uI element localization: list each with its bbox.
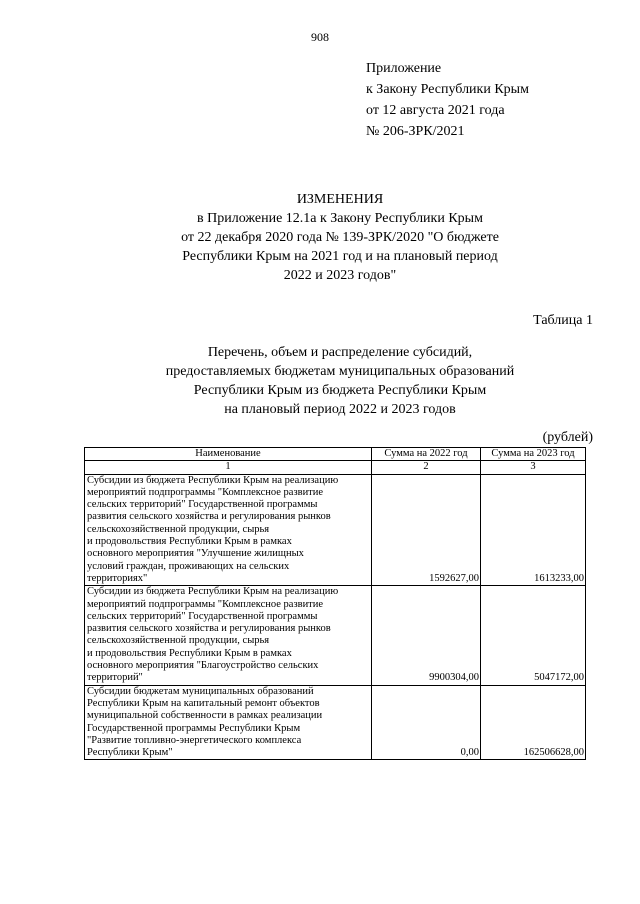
row-name-line: развития сельского хозяйства и регулирования рынков [87, 511, 331, 523]
header-sum-2023: Сумма на 2023 год [481, 448, 586, 461]
list-title-line: на плановый период 2022 и 2023 годов [224, 402, 456, 417]
row-name [85, 474, 372, 586]
appendix-header [366, 58, 529, 142]
table-row [85, 586, 586, 685]
row-name-line: Субсидии из бюджета Республики Крым на реализацию [87, 586, 339, 598]
row-name-line: Республики Крым" [87, 747, 173, 759]
row-name-line: Государственной программы Республики Крым [87, 722, 301, 734]
row-name-line: сельских территорий" Государственной программы [87, 499, 318, 511]
table-label: Таблица 1 [533, 313, 593, 328]
list-title-line: Республики Крым из бюджета Республики Крым [193, 383, 487, 398]
row-sum-2023: 5047172,00 [481, 586, 586, 685]
list-title-line: Перечень, объем и распределение субсидий, [207, 345, 473, 360]
row-name-line: развития сельского хозяйства и регулирования рынков [87, 623, 331, 635]
header-sum-2022: Сумма на 2022 год [372, 448, 481, 461]
changes-title-line: ИЗМЕНЕНИЯ [296, 192, 384, 207]
row-name-line: Субсидии из бюджета Республики Крым на реализацию [87, 474, 339, 486]
row-name-line: Субсидии бюджетам муниципальных образований [87, 685, 314, 697]
row-name-line: и продовольствия Республики Крым в рамках [87, 647, 292, 659]
row-name-line: условий граждан, проживающих на сельских [87, 560, 290, 572]
row-name-line: и продовольствия Республики Крым в рамках [87, 536, 292, 548]
row-sum-2022: 1592627,00 [372, 474, 481, 586]
changes-title-line: в Приложение 12.1а к Закону Республики Крым [197, 211, 483, 226]
page-number: 908 [311, 30, 329, 44]
column-number: 3 [481, 461, 586, 474]
row-name-line: сельских территорий" Государственной программы [87, 610, 318, 622]
changes-title-line: от 22 декабря 2020 года № 139-ЗРК/2020 "О бюджете [181, 230, 499, 245]
subsidies-table [84, 447, 586, 760]
row-name-line: мероприятий подпрограммы "Комплексное развитие [87, 486, 324, 498]
table-row [85, 685, 586, 760]
list-title [150, 343, 530, 419]
row-name [85, 685, 372, 760]
appendix-line: Приложение [366, 61, 442, 76]
row-name-line: основного мероприятия "Улучшение жилищных [87, 548, 304, 560]
row-sum-2023: 1613233,00 [481, 474, 586, 586]
list-title-line: предоставляемых бюджетам муниципальных образований [165, 364, 515, 379]
table-column-numbers-row [85, 461, 586, 474]
row-name-line: территориях" [87, 572, 148, 584]
row-sum-2023: 162506628,00 [481, 685, 586, 760]
column-number: 2 [372, 461, 481, 474]
appendix-line: от 12 августа 2021 года [366, 103, 505, 118]
row-sum-2022: 0,00 [372, 685, 481, 760]
changes-title-line: 2022 и 2023 годов" [283, 268, 397, 283]
row-name-line: муниципальной собственности в рамках реализации [87, 710, 323, 722]
row-name [85, 586, 372, 685]
row-name-line: сельскохозяйственной продукции, сырья [87, 635, 270, 647]
header-name: Наименование [85, 448, 372, 461]
appendix-line: к Закону Республики Крым [366, 82, 529, 97]
row-name-line: мероприятий подпрограммы "Комплексное развитие [87, 598, 324, 610]
row-name-line: территорий" [87, 672, 143, 684]
table-header-row [85, 448, 586, 461]
row-name-line: основного мероприятия "Благоустройство сельских [87, 660, 319, 672]
row-name-line: сельскохозяйственной продукции, сырья [87, 523, 270, 535]
changes-title-line: Республики Крым на 2021 год и на плановый период [182, 249, 498, 264]
column-number: 1 [85, 461, 372, 474]
table-row [85, 474, 586, 586]
changes-title [150, 190, 530, 285]
row-name-line: Республики Крым на капитальный ремонт объектов [87, 697, 320, 709]
units-label: (рублей) [542, 430, 593, 445]
row-name-line: "Развитие топливно-энергетического комплекса [87, 734, 302, 746]
appendix-line: № 206-ЗРК/2021 [366, 124, 465, 139]
row-sum-2022: 9900304,00 [372, 586, 481, 685]
